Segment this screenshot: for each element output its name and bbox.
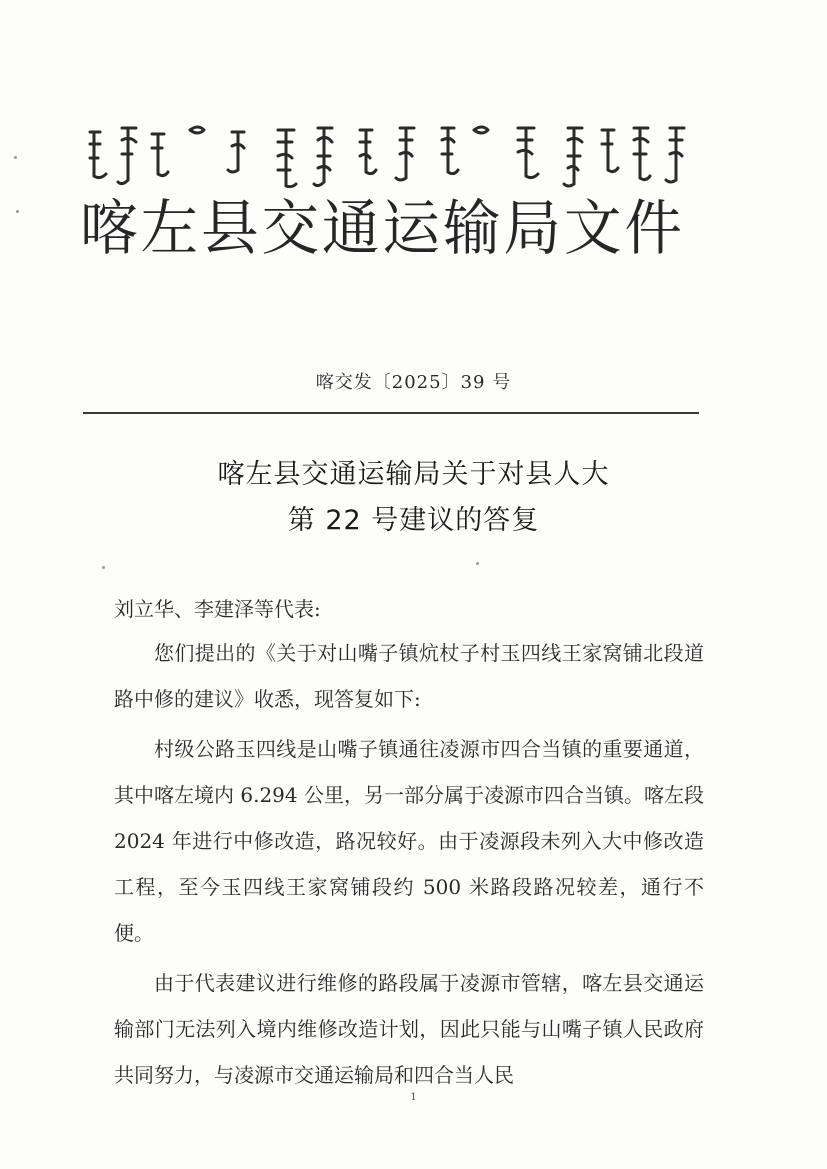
document-title-line-1: 喀左县交通运输局关于对县人大 xyxy=(217,459,610,490)
document-title-line-2: 第 22 号建议的答复 xyxy=(287,505,540,536)
scan-speck xyxy=(476,562,479,565)
page-number: 1 xyxy=(410,1092,417,1103)
document-number: 喀交发〔2025〕39 号 xyxy=(315,372,512,393)
body-text xyxy=(114,630,704,1102)
scan-speck xyxy=(102,566,105,569)
scan-speck xyxy=(14,156,17,159)
scan-speck xyxy=(16,210,19,213)
paragraph: 由于代表建议进行维修的路段属于凌源市管辖，喀左县交通运输部门无法列入境内维修改造计划，因此只能与山嘴子镇人民政府共同努力，与凌源市交通运输局和四合当人民 xyxy=(114,971,704,1087)
header-divider xyxy=(83,412,699,414)
salutation: 刘立华、李建泽等代表: xyxy=(114,597,321,621)
paragraph: 村级公路玉四线是山嘴子镇通往凌源市四合当镇的重要通道，其中喀左境内 6.294 公里，另一部分属于凌源市四合当镇。喀左段 2024 年进行中修改造，路况较好。由于凌源段未列入大中修改造工程，至今玉四线王家窝铺段约 500 米路段路况较差，通行不便。 xyxy=(114,737,704,945)
paragraph: 您们提出的《关于对山嘴子镇炕杖子村玉四线王家窝铺北段道路中修的建议》收悉，现答复如下: xyxy=(114,641,704,711)
agency-title: 喀左县交通运输局文件 xyxy=(80,194,685,264)
